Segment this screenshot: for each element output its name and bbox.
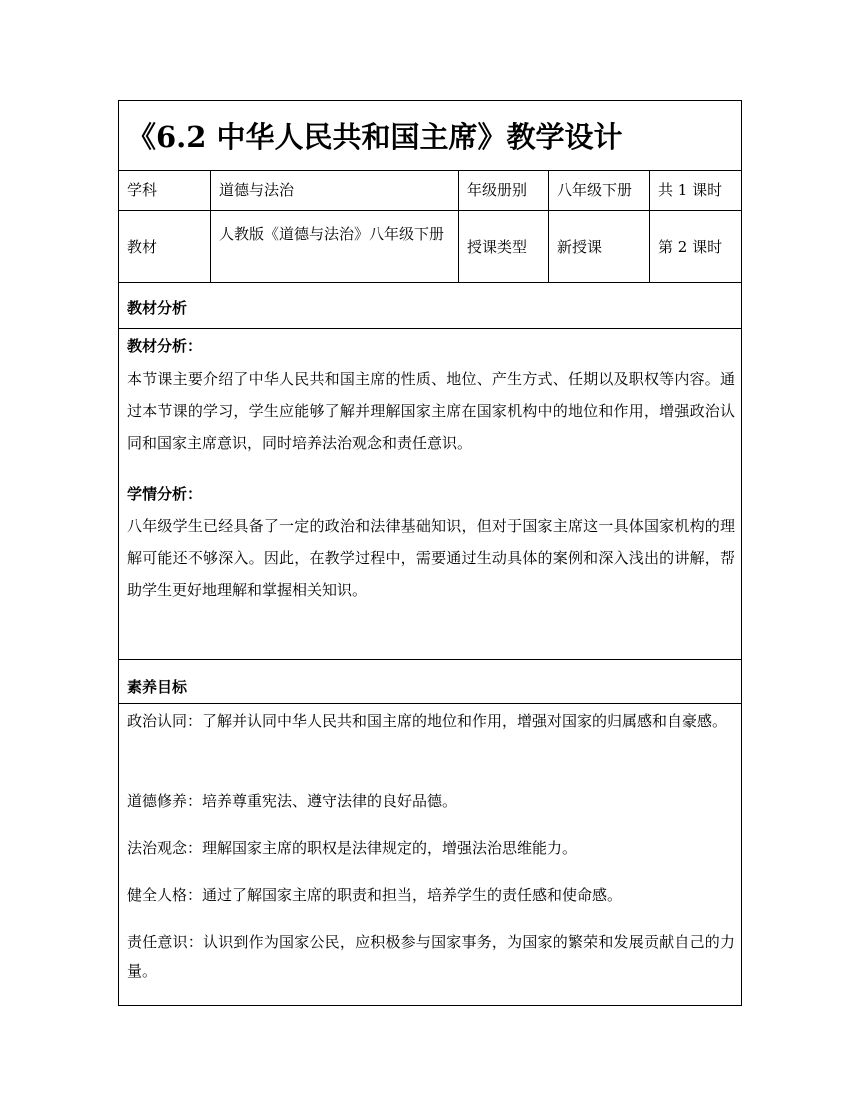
grade-label: 年级册别 [467,181,528,199]
material-analysis-text: 本节课主要介绍了中华人民共和国主席的性质、地位、产生方式、任期以及职权等内容。通过本节课的学习，学生应能够了解并理解国家主席在国家机构中的地位和作用，增强政治认同和国家主席意识，同时培养法治观念和责任意识。 [127,370,735,452]
lesson-number: 第 2 课时 [658,238,723,256]
lesson-plan-table [118,100,742,1006]
subject-label: 学科 [127,181,158,199]
cell-value-subject [211,171,459,210]
textbook-value: 人教版《道德与法治》八年级下册 [219,225,445,243]
document-title: 《6.2 中华人民共和国主席》教学设计 [127,120,623,154]
goal-item: 道德修养：培养尊重宪法、遵守法律的良好品德。 [127,792,458,810]
student-analysis-label: 学情分析： [127,485,203,503]
goal-item: 政治认同：了解并认同中华人民共和国主席的地位和作用，增强对国家的归属感和自豪感。 [127,712,728,730]
cell-value-lesson-type [549,211,650,282]
cell-label-lesson-type [459,211,549,282]
info-row-subject [119,171,741,211]
title-row [119,101,741,171]
subject-value: 道德与法治 [219,181,295,199]
cell-lesson-number [650,211,743,282]
cell-label-grade [459,171,549,210]
cell-value-textbook [211,211,459,282]
goals-list [127,707,735,1005]
analysis-heading-row [119,283,741,329]
cell-total-hours [650,171,743,210]
cell-label-textbook [119,211,211,282]
total-hours: 共 1 课时 [658,181,723,199]
analysis-heading: 教材分析 [127,299,188,317]
cell-value-grade [549,171,650,210]
goal-item: 法治观念：理解国家主席的职权是法律规定的，增强法治思维能力。 [127,839,578,857]
info-row-textbook [119,211,741,283]
goals-heading: 素养目标 [127,678,188,696]
material-analysis-label: 教材分析： [127,337,203,355]
textbook-label: 教材 [127,238,158,256]
analysis-content-row [119,329,741,660]
student-analysis-text: 八年级学生已经具备了一定的政治和法律基础知识，但对于国家主席这一具体国家机构的理解可能还不够深入。因此，在教学过程中，需要通过生动具体的案例和深入浅出的讲解，帮助学生更好地理解和掌握相关知识。 [127,517,735,599]
lesson-type-label: 授课类型 [467,238,528,256]
goal-item: 责任意识：认识到作为国家公民，应积极参与国家事务，为国家的繁荣和发展贡献自己的力量。 [127,933,735,980]
lesson-type-value: 新授课 [557,238,603,256]
grade-value: 八年级下册 [557,181,633,199]
goal-item: 健全人格：通过了解国家主席的职责和担当，培养学生的责任感和使命感。 [127,886,623,904]
cell-label-subject [119,171,211,210]
goals-heading-row [119,660,741,704]
